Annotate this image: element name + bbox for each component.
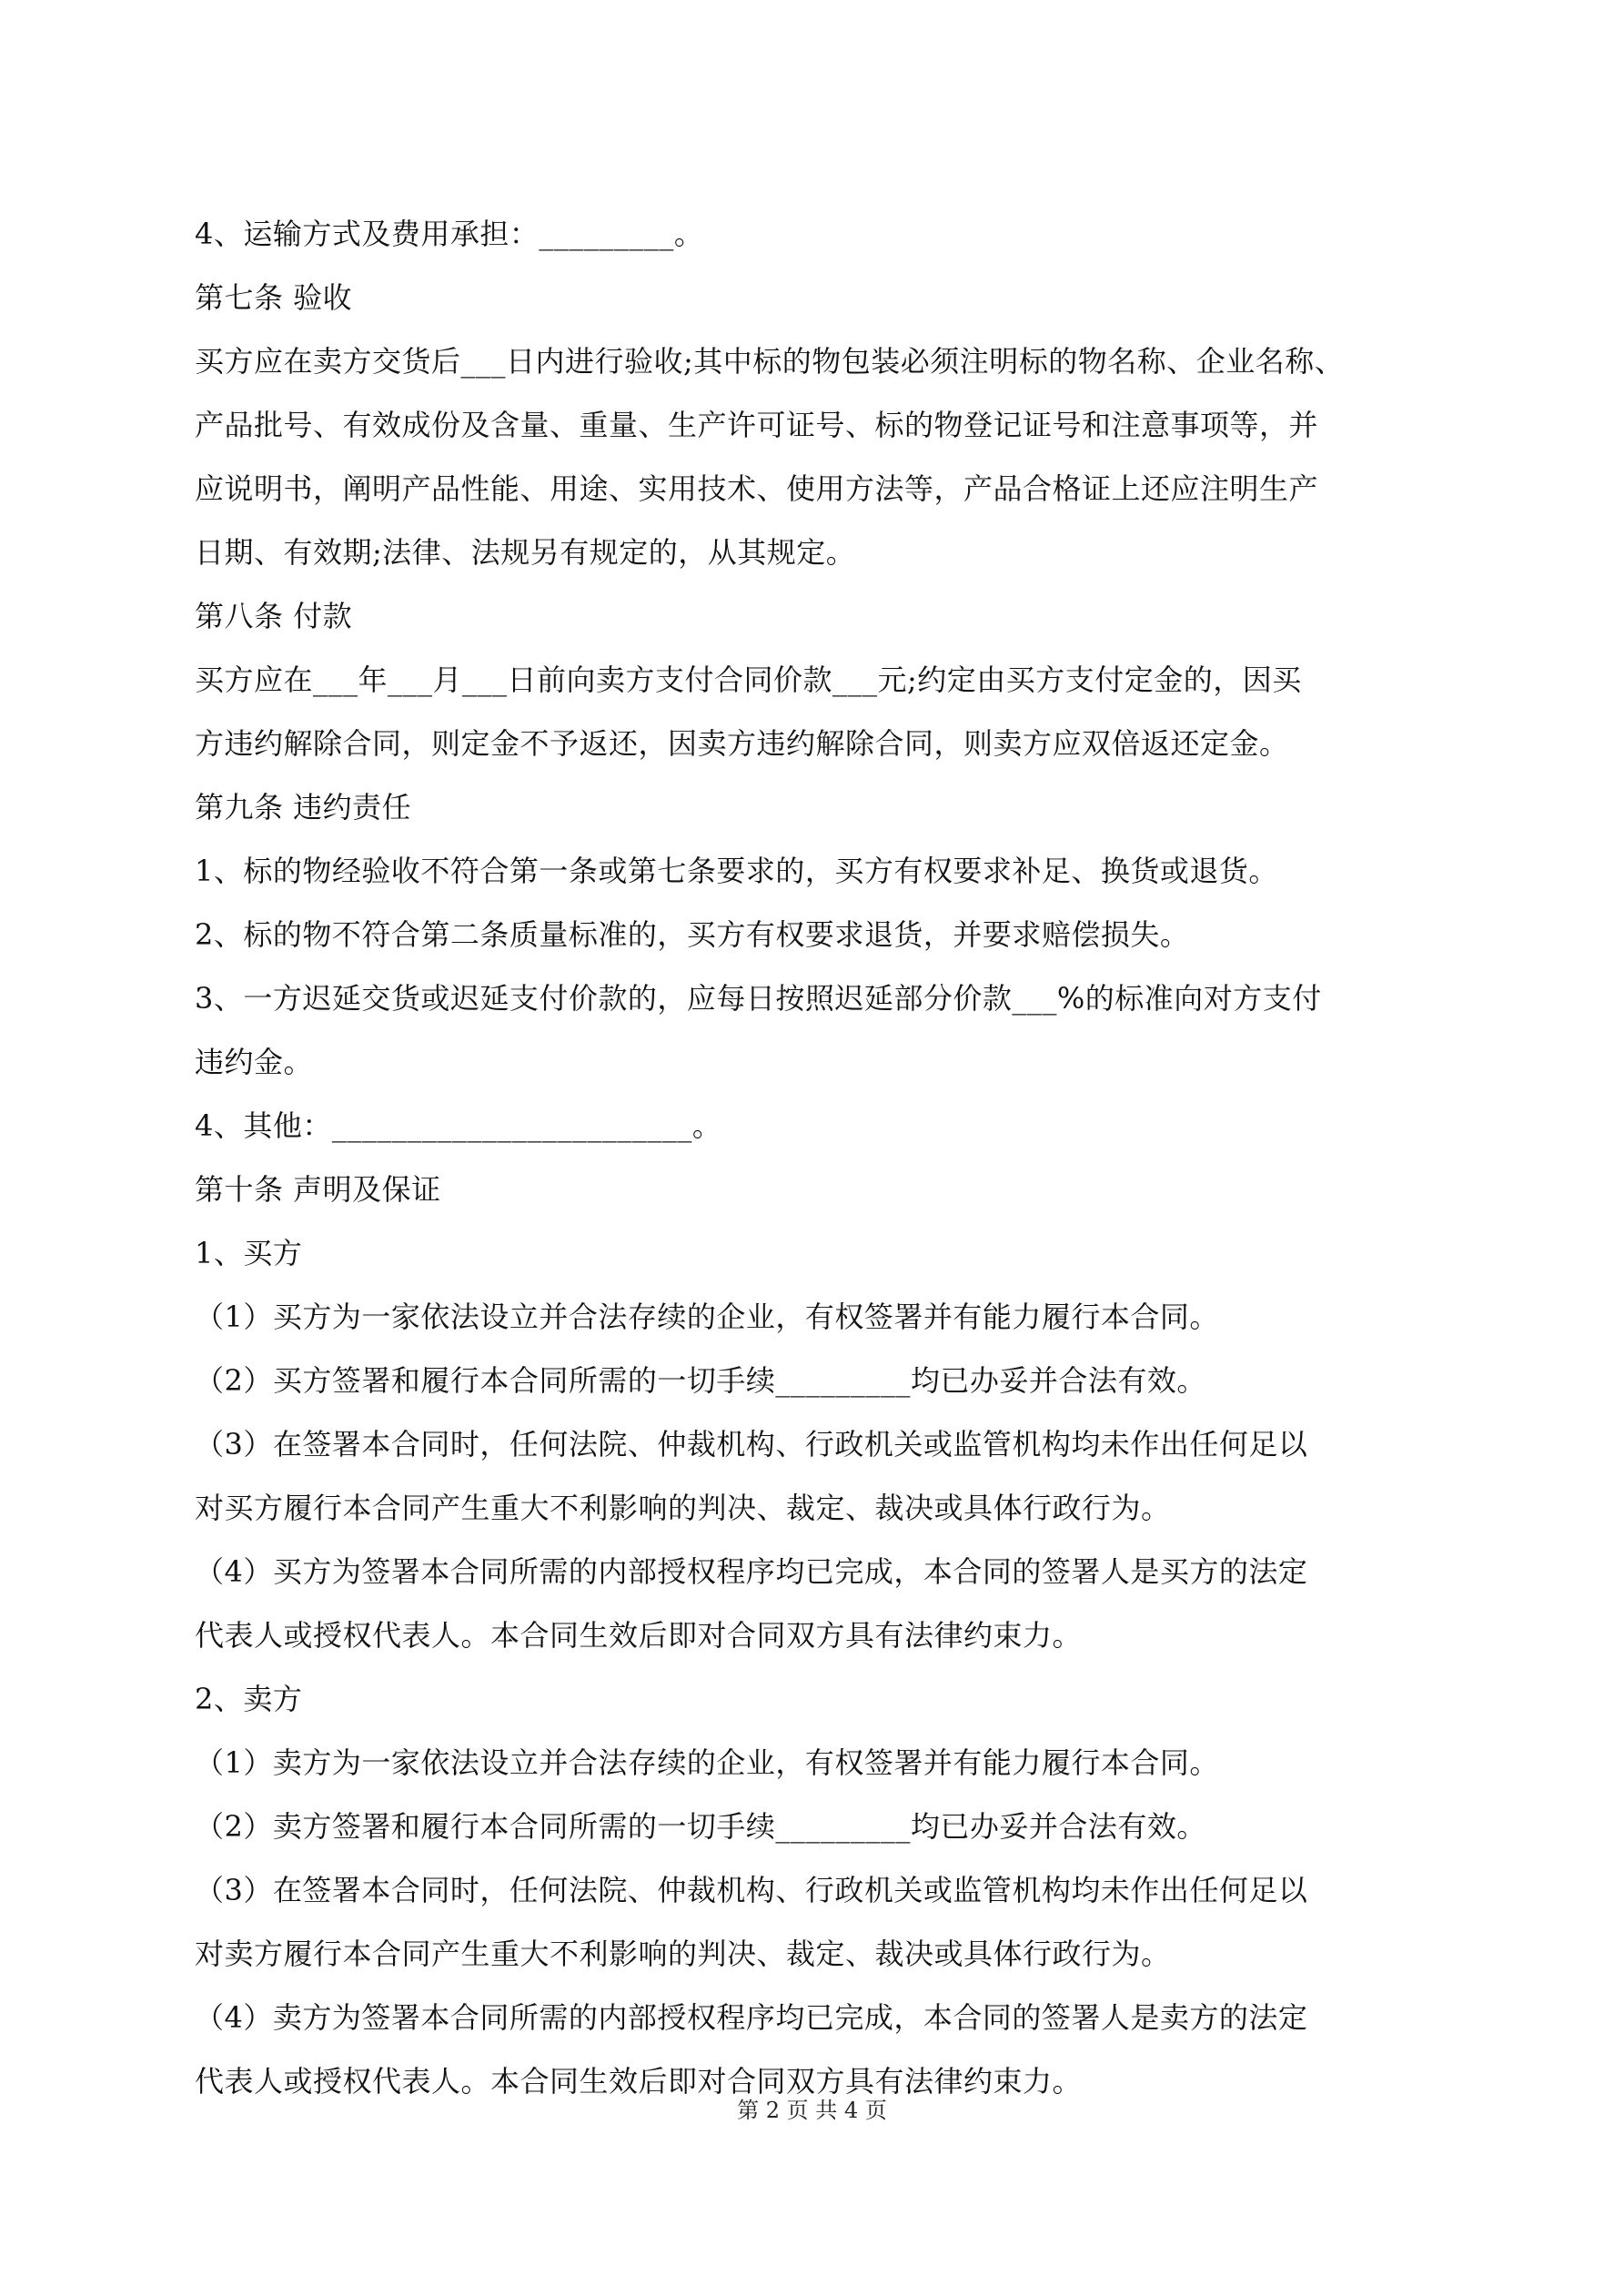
article-7-paragraph: 日期、有效期;法律、法规另有规定的，从其规定。: [195, 535, 856, 570]
article-9-heading: 第九条 违约责任: [195, 790, 412, 824]
article-9-item-4: 4、其他：________________________。: [195, 1108, 722, 1143]
buyer-clause-2: （2）买方签署和履行本合同所需的一切手续_________均已办妥并合法有效。: [195, 1363, 1206, 1398]
article-7-paragraph: 应说明书，阐明产品性能、用途、实用技术、使用方法等，产品合格证上还应注明生产: [195, 471, 1319, 506]
buyer-clause-4: 代表人或授权代表人。本合同生效后即对合同双方具有法律约束力。: [195, 1618, 1083, 1653]
buyer-clause-4: （4）买方为签署本合同所需的内部授权程序均已完成，本合同的签署人是买方的法定: [195, 1554, 1308, 1589]
seller-clause-1: （1）卖方为一家依法设立并合法存续的企业，有权签署并有能力履行本合同。: [195, 1745, 1219, 1780]
article-9-item-2: 2、标的物不符合第二条质量标准的，买方有权要求退货，并要求赔偿损失。: [195, 917, 1190, 952]
seller-subheading: 2、卖方: [195, 1682, 303, 1716]
article-10-heading: 第十条 声明及保证: [195, 1172, 441, 1207]
seller-clause-3: （3）在签署本合同时，任何法院、仲裁机构、行政机关或监管机构均未作出任何足以: [195, 1873, 1308, 1907]
seller-clause-2: （2）卖方签署和履行本合同所需的一切手续_________均已办妥并合法有效。: [195, 1809, 1206, 1844]
document-body: [195, 202, 1468, 2113]
article-9-item-1: 1、标的物经验收不符合第一条或第七条要求的，买方有权要求补足、换货或退货。: [195, 854, 1278, 888]
seller-clause-4: 代表人或授权代表人。本合同生效后即对合同双方具有法律约束力。: [195, 2064, 1083, 2099]
article-7-heading: 第七条 验收: [195, 280, 353, 315]
seller-clause-4: （4）卖方为签署本合同所需的内部授权程序均已完成，本合同的签署人是卖方的法定: [195, 2000, 1308, 2035]
buyer-clause-3: 对买方履行本合同产生重大不利影响的判决、裁定、裁决或具体行政行为。: [195, 1491, 1171, 1525]
buyer-clause-1: （1）买方为一家依法设立并合法存续的企业，有权签署并有能力履行本合同。: [195, 1300, 1219, 1334]
article-8-paragraph: 买方应在___年___月___日前向卖方支付合同价款___元;约定由买方支付定金的，因买: [195, 663, 1302, 697]
seller-clause-3: 对卖方履行本合同产生重大不利影响的判决、裁定、裁决或具体行政行为。: [195, 1937, 1171, 1971]
buyer-clause-3: （3）在签署本合同时，任何法院、仲裁机构、行政机关或监管机构均未作出任何足以: [195, 1427, 1308, 1462]
article-7-paragraph: 产品批号、有效成份及含量、重量、生产许可证号、标的物登记证号和注意事项等，并: [195, 408, 1319, 442]
article-8-paragraph: 方违约解除合同，则定金不予返还，因卖方违约解除合同，则卖方应双倍返还定金。: [195, 726, 1289, 761]
transport-clause: 4、运输方式及费用承担：_________。: [195, 217, 704, 251]
article-7-paragraph: 买方应在卖方交货后___日内进行验收;其中标的物包装必须注明标的物名称、企业名称、: [195, 344, 1345, 379]
page-number: 第 2 页 共 4 页: [737, 2098, 887, 2123]
buyer-subheading: 1、买方: [195, 1236, 303, 1270]
article-9-item-3: 3、一方迟延交货或迟延支付价款的，应每日按照迟延部分价款___%的标准向对方支付: [195, 981, 1322, 1016]
article-8-heading: 第八条 付款: [195, 599, 353, 633]
article-9-item-3: 违约金。: [195, 1045, 314, 1079]
